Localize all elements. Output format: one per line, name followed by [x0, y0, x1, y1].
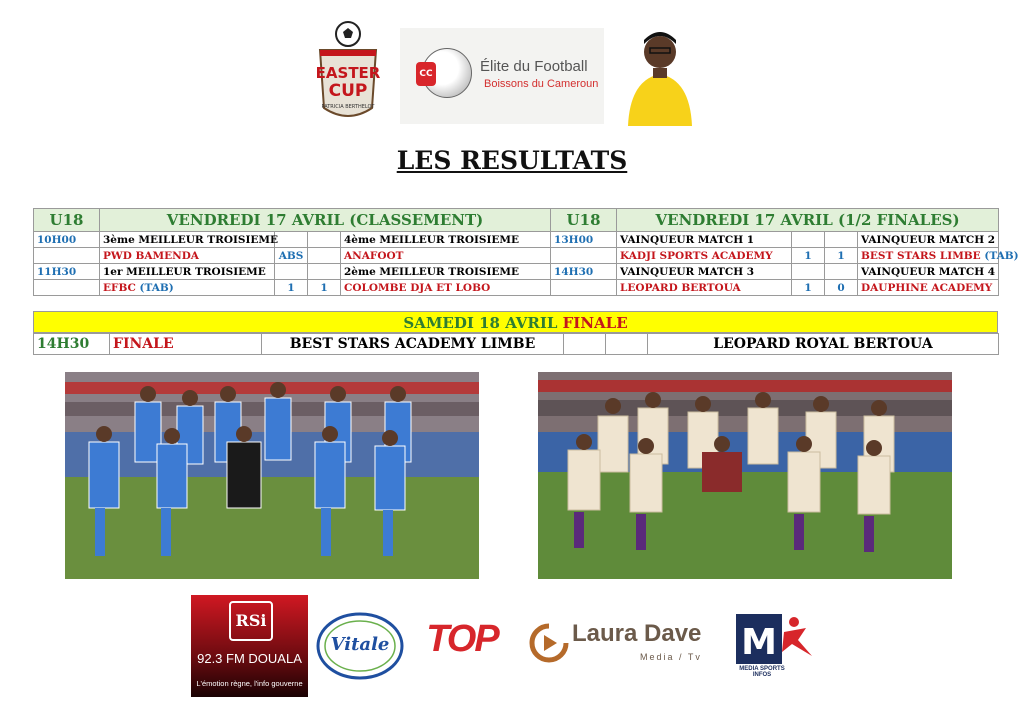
play-icon	[530, 624, 568, 662]
score: 1	[792, 248, 825, 264]
laura-sub: Media / Tv	[640, 652, 702, 662]
laura-name: Laura Dave	[572, 620, 702, 647]
rsi-slogan: L'émotion règne, l'info gouverne	[196, 679, 303, 688]
team-name: LEOPARD BERTOUA	[617, 280, 792, 296]
final-banner	[33, 311, 998, 333]
vitale-text: Vitale	[330, 634, 390, 655]
media-sports-text: MEDIA SPORTS INFOS	[739, 666, 785, 678]
table-header-row	[34, 209, 999, 232]
team-name: KADJI SPORTS ACADEMY	[617, 248, 792, 264]
score	[308, 248, 341, 264]
svg-text:EASTER: EASTER	[315, 64, 381, 82]
table-row	[34, 280, 999, 296]
team-name: 3ème MEILLEUR TROISIEME	[100, 232, 275, 248]
results-table-friday	[33, 208, 1019, 296]
team-name: 4ème MEILLEUR TROISIEME	[341, 232, 551, 248]
svg-text:M: M	[741, 622, 777, 663]
score: 1	[825, 248, 858, 264]
sponsor-person-photo	[620, 22, 700, 126]
media-sports-logo	[732, 612, 820, 682]
team-name: 1er MEILLEUR TROISIEME	[100, 264, 275, 280]
final-label: FINALE	[110, 334, 262, 355]
svg-text:CUP: CUP	[328, 81, 368, 101]
tab-note: (TAB)	[984, 249, 1019, 262]
final-time: 14H30	[34, 334, 110, 355]
score: 1	[308, 280, 341, 296]
tab-note: (TAB)	[139, 281, 174, 294]
laura-dave-logo	[530, 618, 712, 670]
rsi-radio-logo	[191, 595, 308, 697]
final-table	[33, 333, 999, 355]
match-time: 14H30	[551, 264, 617, 280]
category-right: U18	[551, 209, 617, 232]
category-left: U18	[34, 209, 100, 232]
team-name: VAINQUEUR MATCH 2	[858, 232, 999, 248]
final-word: FINALE	[562, 314, 628, 332]
easter-cup-logo	[314, 20, 382, 124]
team-name: EFBC (TAB)	[100, 280, 275, 296]
team-name: 2ème MEILLEUR TROISIEME	[341, 264, 551, 280]
score: 1	[792, 280, 825, 296]
elite-football-logo	[400, 28, 604, 124]
team-name: DAUPHINE ACADEMY	[858, 280, 999, 296]
table-row	[34, 264, 999, 280]
semifinals-title: VENDREDI 17 AVRIL (1/2 FINALES)	[617, 209, 999, 232]
score: ABS	[275, 248, 308, 264]
team-photo-blue	[65, 372, 479, 579]
team-name: VAINQUEUR MATCH 3	[617, 264, 792, 280]
team-name: PWD BAMENDA	[100, 248, 275, 264]
page-title: LES RESULTATS	[396, 146, 628, 175]
team-name: ANAFOOT	[341, 248, 551, 264]
match-time: 13H00	[551, 232, 617, 248]
team-name: COLOMBE DJA ET LOBO	[341, 280, 551, 296]
final-day: SAMEDI 18 AVRIL	[403, 314, 558, 332]
rsi-mark: RSi	[229, 601, 273, 641]
team-name: VAINQUEUR MATCH 1	[617, 232, 792, 248]
elite-logo-line2: Boissons du Cameroun	[484, 78, 599, 90]
svg-text:PATRICIA BERTHELOT: PATRICIA BERTHELOT	[321, 104, 375, 110]
table-row	[34, 232, 999, 248]
match-time: 10H00	[34, 232, 100, 248]
score: 0	[825, 280, 858, 296]
score: 1	[275, 280, 308, 296]
match-time: 11H30	[34, 264, 100, 280]
red-cc-badge: CC	[416, 62, 436, 86]
elite-logo-line1: Élite du Football	[480, 58, 588, 75]
vitale-logo	[316, 612, 404, 680]
team-name: BEST STARS ACADEMY LIMBE	[262, 334, 564, 355]
table-row	[34, 334, 999, 355]
top-text: TOP	[426, 618, 498, 660]
rsi-frequency: 92.3 FM DOUALA	[197, 651, 302, 666]
classement-title: VENDREDI 17 AVRIL (CLASSEMENT)	[100, 209, 551, 232]
team-name: LEOPARD ROYAL BERTOUA	[648, 334, 999, 355]
table-row	[34, 248, 999, 264]
team-name: BEST STARS LIMBE (TAB)	[858, 248, 999, 264]
team-photo-cream	[538, 372, 952, 579]
team-name: VAINQUEUR MATCH 4	[858, 264, 999, 280]
top-logo	[418, 606, 506, 674]
